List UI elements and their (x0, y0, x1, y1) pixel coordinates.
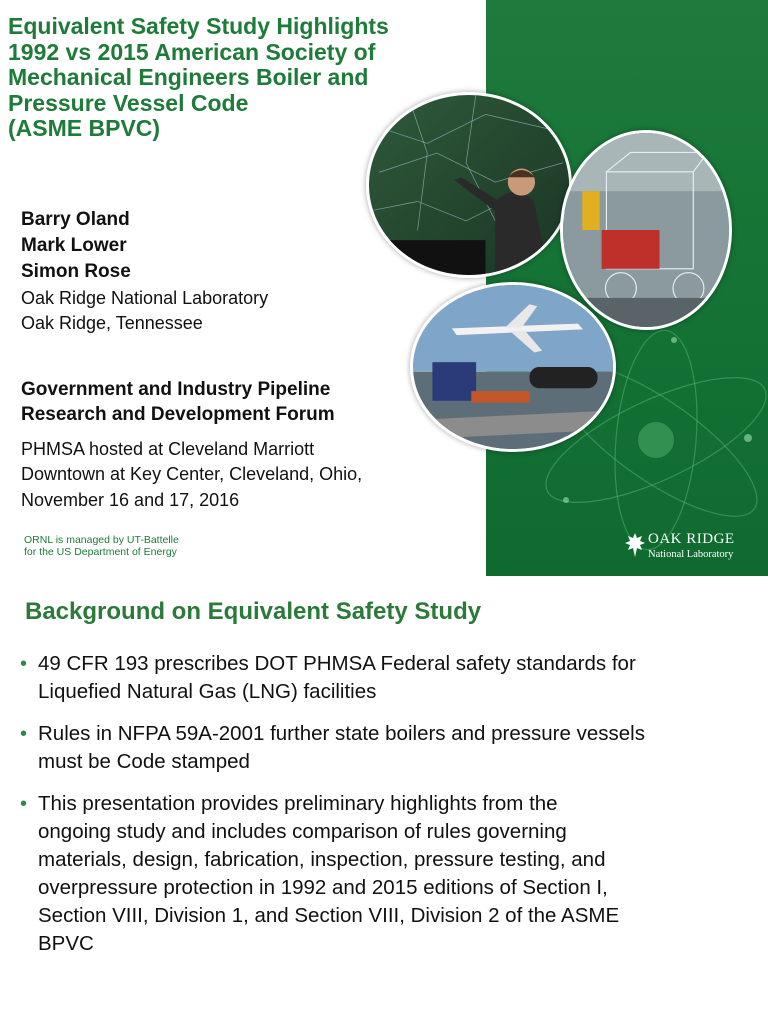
forum-line: Government and Industry Pipeline (21, 379, 331, 400)
venue-line: PHMSA hosted at Cleveland Marriott (21, 439, 315, 459)
logo-subname: National Laboratory (648, 549, 734, 560)
author-name: Mark Lower (21, 235, 127, 256)
author-name: Barry Oland (21, 209, 130, 230)
bullet-line: Section VIII, Division 1, and Section VIII, Division 2 of the ASME (38, 904, 620, 927)
leaf-icon (624, 532, 646, 558)
affiliation-line: Oak Ridge, Tennessee (21, 313, 203, 333)
bullet-line: materials, design, fabrication, inspection, pressure testing, and (38, 848, 606, 871)
ornl-logo (624, 530, 754, 564)
bullet-line: ongoing study and includes comparison of rules governing (38, 820, 567, 843)
bullet-item (20, 720, 750, 776)
bullet-icon: • (20, 653, 28, 675)
author-name: Simon Rose (21, 261, 131, 282)
bullet-line: 49 CFR 193 prescribes DOT PHMSA Federal safety standards for (38, 652, 636, 675)
bullet-line: overpressure protection in 1992 and 2015 editions of Section I, (38, 876, 608, 899)
managed-note: ORNL is managed by UT-Battelle (24, 534, 179, 546)
title-line: Pressure Vessel Code (8, 89, 249, 116)
venue-line: November 16 and 17, 2016 (21, 490, 240, 510)
title-line: Mechanical Engineers Boiler and (8, 64, 369, 90)
venue-line: Downtown at Key Center, Cleveland, Ohio, (21, 464, 363, 484)
bullet-line: Liquefied Natural Gas (LNG) facilities (38, 680, 377, 703)
bullet-icon: • (20, 793, 28, 815)
managed-note: for the US Department of Energy (24, 546, 177, 558)
background-slide (0, 576, 768, 1024)
bullet-icon: • (20, 723, 28, 745)
bullet-line: This presentation provides preliminary highlights from the (38, 792, 558, 815)
forum-line: Research and Development Forum (21, 404, 335, 425)
bullet-line: BPVC (38, 932, 94, 955)
title-line: (ASME BPVC) (8, 115, 161, 141)
title-line: Equivalent Safety Study Highlights (8, 13, 389, 39)
engine-photo (560, 130, 732, 330)
affiliation-line: Oak Ridge National Laboratory (21, 288, 269, 308)
bullet-line: Rules in NFPA 59A-2001 further state boilers and pressure vessels (38, 722, 645, 745)
title-line: 1992 vs 2015 American Society of (8, 38, 376, 65)
slide-title: Background on Equivalent Safety Study (25, 598, 482, 625)
transportation-photo (410, 282, 616, 452)
bullet-line: must be Code stamped (38, 750, 250, 773)
bullet-item (20, 650, 750, 706)
logo-name: OAK RIDGE (648, 531, 735, 547)
bullet-item (20, 790, 750, 958)
control-room-photo (366, 92, 572, 278)
